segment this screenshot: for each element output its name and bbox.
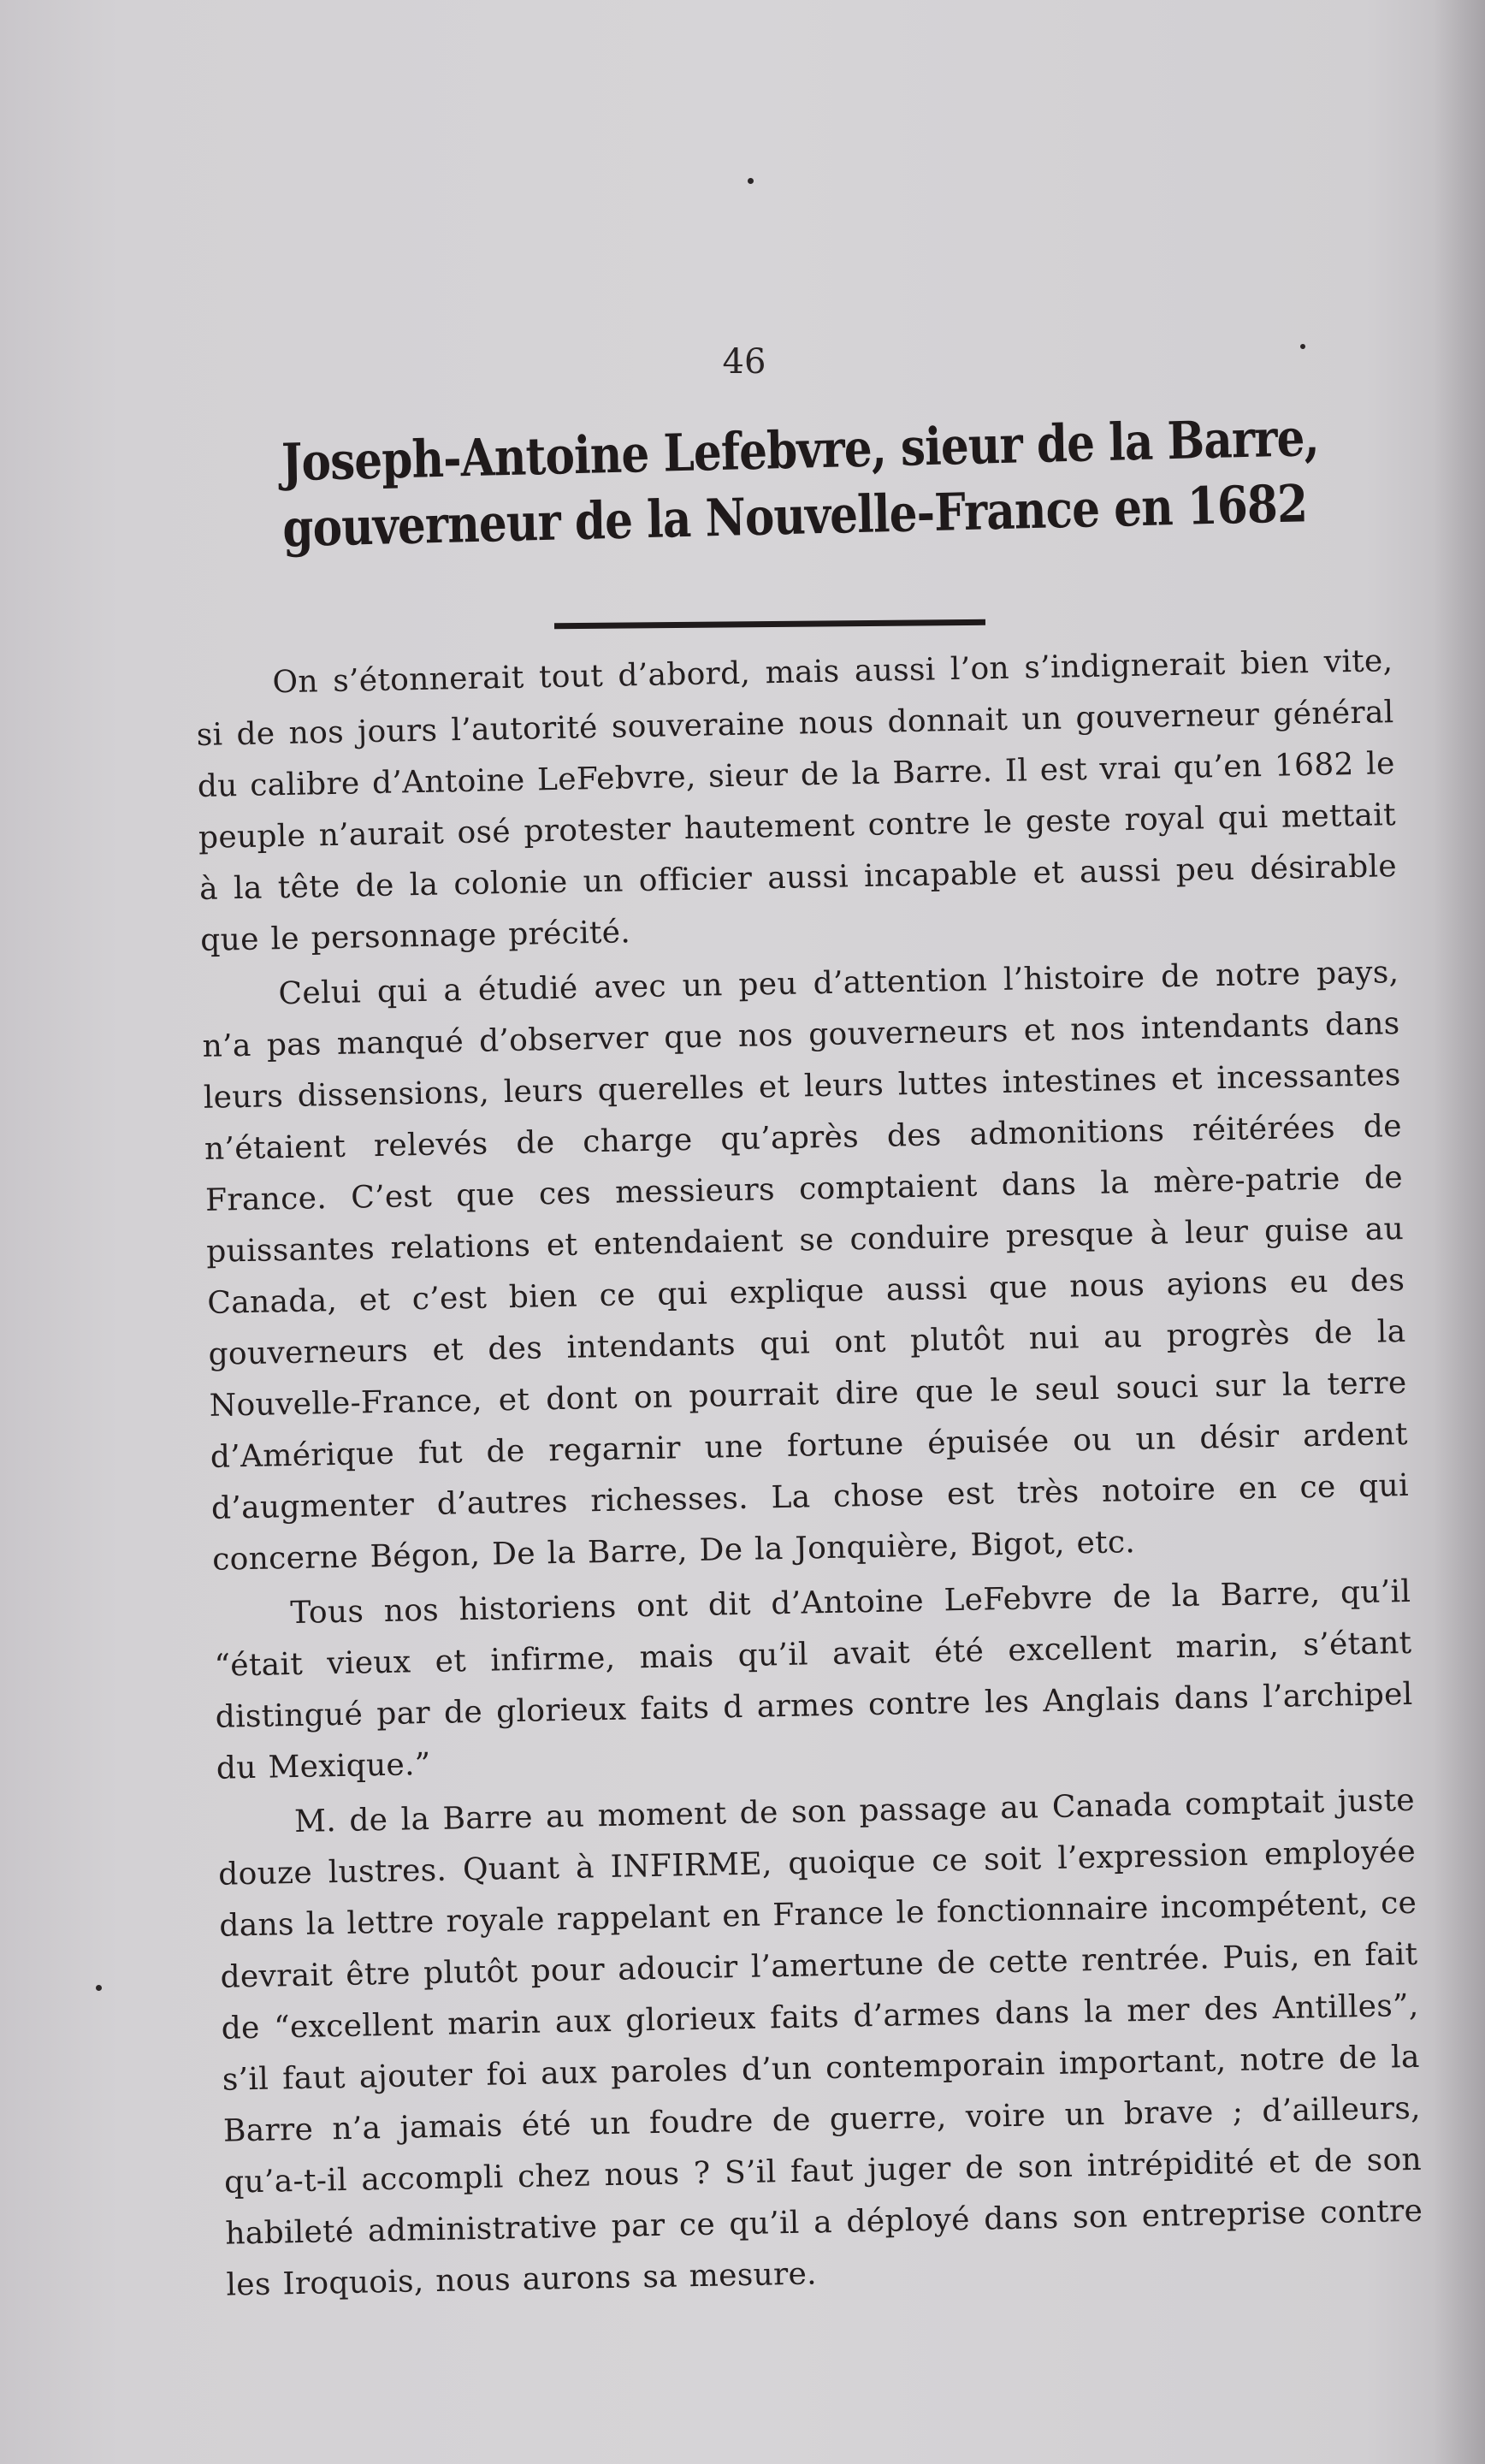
ink-speck	[96, 1985, 102, 1991]
title-line-1: Joseph-Antoine Lefebvre, sieur de la Barre,	[281, 407, 1320, 494]
ink-speck	[1300, 344, 1305, 349]
title-line-2: gouverneur de la Nouvelle-France en 1682	[281, 474, 1308, 560]
paragraph: On s’étonnerait tout d’abord, mais aussi l’on s’indignerait bien vite, si de nos jours l’autorité souveraine nous donnait un gouverneur général du calibre d’Antoine LeFebvre, sieur de la Barre. Il est vrai qu’en 1682 le peuple n’aurait osé protester hautement contre le geste royal qui mettait à la tête de la colonie un officier aussi incapable et aussi peu désirable que le personnage précité.	[196, 643, 1398, 958]
article-body	[195, 636, 1424, 2315]
paragraph: Celui qui a étudié avec un peu d’attention l’histoire de notre pays, n’a pas manqué d’observer que nos gouverneurs et nos intendants dans leurs dissensions, leurs querelles et leurs luttes intestines et incessantes n’étaient relevés de charge qu’après des admonitions réitérées de France. C’est que ces messieurs comptaient dans la mère-patrie de puissantes relations et entendaient se conduire presque à leur guise au Canada, et c’est bien ce qui explique aussi que nous ayions eu des gouverneurs et des intendants qui ont plutôt nui au progrès de la Nouvelle-France, et dont on pourrait dire que le seul souci sur la terre d’Amérique fut de regarnir une fortune épuisée ou un désir ardent d’augmenter d’autres richesses. La chose est très notoire en ce qui concerne Bégon, De la Barre, De la Jonquière, Bigot, etc.	[202, 955, 1410, 1578]
article-title	[281, 407, 1320, 562]
page-number: 46	[722, 342, 766, 382]
paragraph: Tous nos historiens ont dit d’Antoine LeFebvre de la Barre, qu’il “était vieux et infirme, mais qu’il avait été excellent marin, s’étant distingué par de glorieux faits d armes contre les Anglais dans l’archipel du Mexique.”	[214, 1573, 1413, 1786]
ink-speck	[748, 178, 754, 184]
paragraph: M. de la Barre au moment de son passage au Canada comptait juste douze lustres. Quant à INFIRME, quoique ce soit l’expression employée dans la lettre royale rappelant en France le fonctionnaire incompétent, ce devrait être plutôt pour adoucir l’amertune de cette rentrée. Puis, en fait de “excellent marin aux glorieux faits d’armes dans la mer des Antilles”, s’il faut ajouter foi aux paroles d’un contemporain important, notre de la Barre n’a jamais été un foudre de guerre, voire un brave ; d’ailleurs, qu’a-t-il accompli chez nous ? S’il faut juger de son intrépidité et de son habileté administrative par ce qu’il a déployé dans son entreprise contre les Iroquois, nous aurons sa mesure.	[217, 1782, 1423, 2303]
title-divider	[554, 619, 985, 629]
page-edge-shadow	[1434, 0, 1485, 2464]
